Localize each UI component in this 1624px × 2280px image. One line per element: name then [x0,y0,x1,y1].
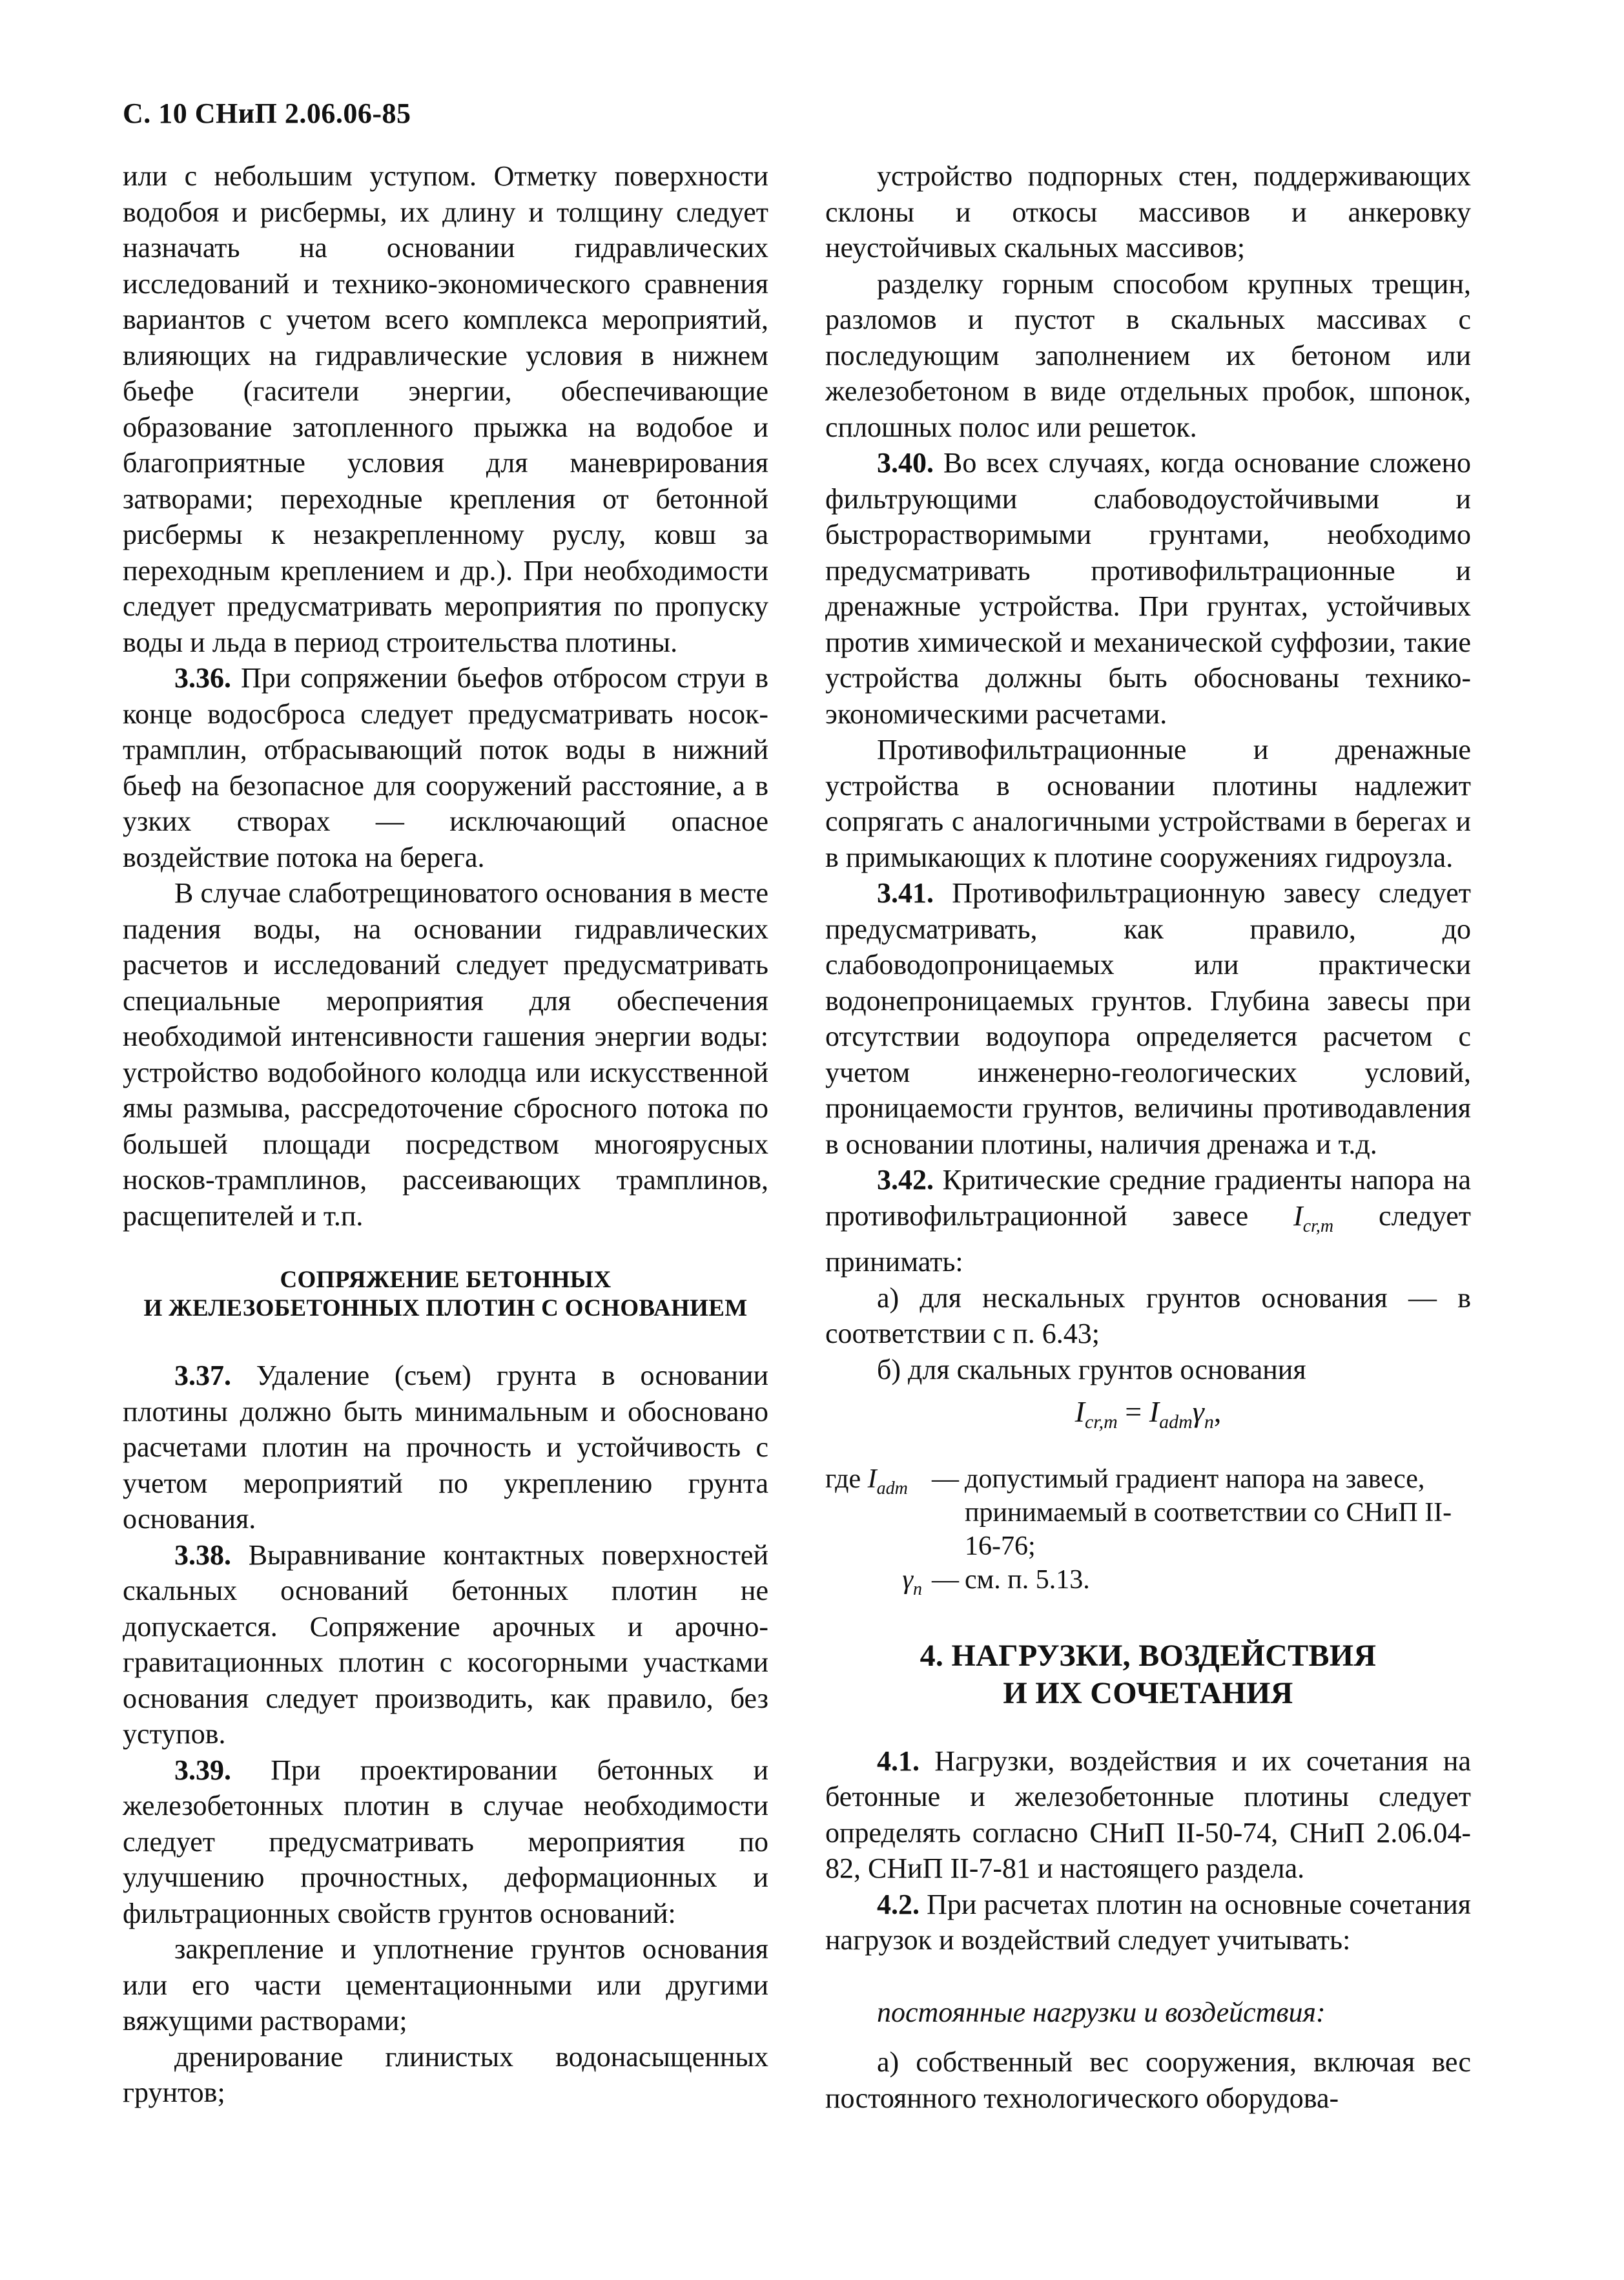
left-column [123,158,768,2111]
list-item-a: а) собственный вес сооружения, включая вес постоянного технологического оборудова- [825,2046,1471,2114]
formula-gamma: γ [1192,1395,1204,1428]
where-description: см. п. 5.13. [965,1564,1090,1595]
where-description: допустимый градиент напора на завесе, принимаемый в соответствии со СНиП II-16-76; [965,1464,1452,1561]
clause-number: 4.2. [877,1888,920,1920]
where-row [825,1462,1471,1563]
paragraph: В случае слаботрещиноватого основания в месте падения воды, на основании гидравлических расчетов и исследований следует предусматривать специальные мероприятия для обеспечения необходимой интенсивности гашения энергии воды: устройство водобойного колодца или искусственной ямы размыва, рассредоточение сбросного потока по большей площади посредством многоярусных носков-трамплинов, рассеивающих трамплинов, расщепителей и т.п. [123,877,768,1232]
clause-text: Выравнивание контактных поверхностей скальных оснований бетонных плотин не допускается. Сопряжение арочных и арочно-гравитационных плотин с косогорными участками основания следует производить, как правило, без уступов. [123,1539,768,1750]
list-item-b: б) для скальных грунтов основания [877,1353,1306,1385]
clause-3-38 [123,1537,768,1752]
right-column [825,158,1471,2116]
where-row [825,1563,1471,1606]
formula-rhs-sub: adm [1159,1411,1193,1433]
clause-text: Нагрузки, воздействия и их сочетания на бетонные и железобетонные плотины следует определять согласно СНиП II-50-74, СНиП 2.06.04-82, СНиП II-7-81 и настоящего раздела. [825,1745,1471,1885]
section-title-line: СОПРЯЖЕНИЕ БЕТОННЫХ [280,1267,612,1293]
list-paragraph: дренирование глинистых водонасыщенных грунтов; [123,2040,768,2108]
clause-number: 3.40. [877,447,934,479]
list-paragraph: закрепление и уплотнение грунтов основания или его части цементационными или другими вяжущими растворами; [123,1933,768,2036]
symbol: I [1293,1199,1303,1232]
clause-number: 3.41. [877,877,934,909]
clause-3-39 [123,1752,768,1932]
where-symbol-sub: adm [876,1478,908,1498]
clause-text: Противофильтрационную завесу следует предусматривать, как правило, до слабоводопроницаемых или практически водонепроницаемых грунтов. Глубина завесы при отсутствии водоупора определяется расчетом с учетом инженерно-геологических условий, проницаемости грунтов, величины противодавления в основании плотины, наличия дренажа и т.д. [825,877,1471,1160]
formula-lhs: I [1074,1395,1085,1428]
clause-number: 3.38. [174,1539,231,1571]
symbol-subscript: cr,m [1302,1216,1334,1236]
paragraph-continuation: или с небольшим уступом. Отметку поверхности водобоя и рисбермы, их длину и толщину следует назначать на основании гидравлических исследований и технико-экономического сравнения вариантов с учетом всего комплекса мероприятий, влияющих на гидравлические условия в нижнем бьефе (гасители энергии, обеспечивающие образование затопленного прыжка на водобое и благоприятные условия для маневрирования затворами; переходные крепления от бетонной рисбермы к незакрепленному руслу, ковш за переходным креплением и др.). При необходимости следует предусматривать мероприятия по пропуску воды и льда в период строительства плотины. [123,160,768,658]
chapter-title [825,1637,1471,1712]
where-symbol-letter: γ [902,1564,913,1595]
clause-3-42 [825,1162,1471,1280]
list-item-a: а) для нескальных грунтов основания — в соответствии с п. 6.43; [825,1281,1471,1349]
page-header: С. 10 СНиП 2.06.06-85 [123,98,411,129]
clause-4-2 [825,1887,1471,1958]
list-paragraph: разделку горным способом крупных трещин, разломов и пустот в скальных массивах с последующим заполнением их бетоном или железобетоном в виде отдельных пробок, шпонок, сплошных полос или решеток. [825,267,1471,443]
formula-rhs: I [1149,1395,1160,1428]
where-dash: — [932,1464,959,1494]
section-title [123,1266,768,1323]
where-symbol-letter: I [867,1464,877,1494]
where-table [825,1462,1471,1606]
where-dash: — [932,1564,959,1595]
clause-text: Критические средние градиенты напора на противофильтрационной завесе [825,1164,1471,1232]
clause-text: Удаление (съем) грунта в основании плотины должно быть минимальным и обосновано расчетами плотин на прочность и устойчивость с учетом мероприятий по укреплению грунта основания. [123,1360,768,1535]
paragraph: Противофильтрационные и дренажные устройства в основании плотины надлежит сопрягать с аналогичными устройствами в берегах и в примыкающих к плотине сооружениях гидроузла. [825,734,1471,873]
clause-text: Во всех случаях, когда основание сложено фильтрующими слабоводоустойчивыми и быстрорастворимыми грунтами, необходимо предусматривать противофильтрационные и дренажные устройства. При грунтах, устойчивых против химической и механической суффозии, такие устройства должны быть обоснованы технико-экономическими расчетами. [825,447,1471,730]
clause-3-40 [825,445,1471,732]
clause-number: 3.37. [174,1360,231,1391]
formula-equals: = [1117,1395,1149,1428]
where-symbol [825,1462,926,1563]
clause-3-41 [825,875,1471,1162]
formula-gamma-sub: n [1204,1411,1214,1433]
list-paragraph: устройство подпорных стен, поддерживающих склоны и откосы массивов и анкеровку неустойчивых скальных массивов; [825,160,1471,264]
formula [825,1394,1471,1440]
italic-subheading: постоянные нагрузки и воздействия: [877,1996,1326,2028]
clause-text: При расчетах плотин на основные сочетания нагрузок и воздействий следует учитывать: [825,1888,1471,1956]
clause-number: 3.39. [174,1754,231,1786]
formula-lhs-sub: cr,m [1084,1411,1118,1433]
clause-number: 3.42. [877,1164,934,1196]
chapter-title-line: И ИХ СОЧЕТАНИЯ [1003,1675,1293,1710]
clause-4-1 [825,1743,1471,1887]
clause-3-37 [123,1358,768,1537]
clause-text: следует принимать: [825,1199,1471,1278]
clause-number: 3.36. [174,662,231,694]
chapter-title-line: 4. НАГРУЗКИ, ВОЗДЕЙСТВИЯ [920,1638,1377,1673]
clause-number: 4.1. [877,1745,920,1777]
clause-text: При сопряжении бьефов отбросом струи в конце водосброса следует предусматривать носок-трамплин, отбрасывающий поток воды в нижний бьеф на безопасное для сооружений расстояние, а в узких створах — исключающий опасное воздействие потока на берега. [123,662,768,873]
where-symbol-sub: n [913,1579,922,1599]
section-title-line: И ЖЕЛЕЗОБЕТОННЫХ ПЛОТИН С ОСНОВАНИЕМ [143,1295,748,1321]
clause-text: При проектировании бетонных и железобетонных плотин в случае необходимости следует предусматривать мероприятия по улучшению прочностных, деформационных и фильтрационных свойств грунтов оснований: [123,1754,768,1929]
formula-end: , [1213,1395,1222,1428]
clause-3-36 [123,660,768,875]
where-symbol [825,1563,926,1606]
where-word: где [825,1464,868,1494]
